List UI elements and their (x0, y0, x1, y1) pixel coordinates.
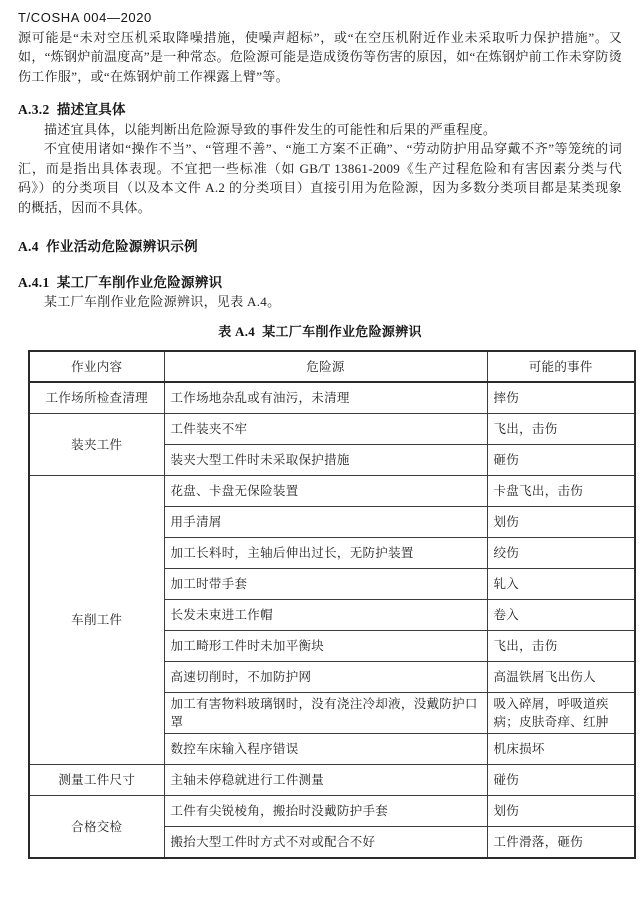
hazard-table (28, 350, 636, 859)
hazard-cell: 长发未束进工作帽 (164, 600, 487, 631)
hazard-cell: 加工长料时，主轴后伸出过长，无防护装置 (164, 538, 487, 569)
event-cell: 轧入 (487, 569, 635, 600)
event-cell: 卷入 (487, 600, 635, 631)
activity-cell: 合格交检 (29, 796, 164, 859)
table-row (29, 476, 635, 507)
table-row (29, 765, 635, 796)
hazard-cell: 工件装夹不牢 (164, 414, 487, 445)
hazard-table-body (29, 382, 635, 858)
hazard-cell: 主轴未停稳就进行工件测量 (164, 765, 487, 796)
event-cell: 卡盘飞出，击伤 (487, 476, 635, 507)
heading-a41: A.4.1 某工厂车削作业危险源辨识 (18, 274, 223, 290)
hazard-cell: 工作场地杂乱或有油污，未清理 (164, 382, 487, 414)
hazard-cell: 用手清屑 (164, 507, 487, 538)
event-cell: 划伤 (487, 507, 635, 538)
hazard-cell: 高速切削时，不加防护网 (164, 662, 487, 693)
event-cell: 高温铁屑飞出伤人 (487, 662, 635, 693)
table-row (29, 414, 635, 445)
event-cell: 碰伤 (487, 765, 635, 796)
event-cell: 吸入碎屑，呼吸道疾病；皮肤奇痒、红肿 (487, 693, 635, 734)
intro-paragraph: 源可能是“未对空压机采取降噪措施，使噪声超标”，或“在空压机附近作业未采取听力保护措施”。又如，“炼钢炉前温度高”是一种常态。危险源可能是造成烫伤等伤害的原因，如“在炼钢炉前工作未穿防烫伤工作服”，或“在炼钢炉前工作裸露上臂”等。 (18, 29, 622, 84)
col-header-activity: 作业内容 (29, 351, 164, 382)
event-cell: 机床损坏 (487, 734, 635, 765)
paragraph-a41: 某工厂车削作业危险源辨识，见表 A.4。 (44, 294, 281, 309)
activity-cell: 车削工件 (29, 476, 164, 765)
event-cell: 划伤 (487, 796, 635, 827)
event-cell: 工件滑落，砸伤 (487, 827, 635, 859)
paragraph-a32-1: 描述宜具体，以能判断出危险源导致的事件发生的可能性和后果的严重程度。 (44, 121, 497, 137)
hazard-cell: 加工有害物料玻璃钢时，没有浇注冷却液，没戴防护口罩 (164, 693, 487, 734)
activity-cell: 装夹工件 (29, 414, 164, 476)
table-row (29, 796, 635, 827)
table-row (29, 382, 635, 414)
heading-a32: A.3.2 描述宜具体 (18, 102, 126, 117)
event-cell: 绞伤 (487, 538, 635, 569)
event-cell: 摔伤 (487, 382, 635, 414)
hazard-cell: 装夹大型工件时未采取保护措施 (164, 445, 487, 476)
paragraph-a32-2: 不宜使用诸如“操作不当”、“管理不善”、“施工方案不正确”、“劳动防护用品穿戴不齐”等笼统的词汇，而是指出具体表现。不宜把一些标准（如 GB/T 13861-2009《生产过程危险和有害因素分类与代码》）的分类项目（以及本文件 A.2 的分类项目）直接引用为危险源，因为多数分类项目都是某类现象的概括，因而不具体。 (18, 141, 622, 215)
hazard-cell: 花盘、卡盘无保险装置 (164, 476, 487, 507)
hazard-cell: 加工畸形工件时未加平衡块 (164, 631, 487, 662)
activity-cell: 工作场所检查清理 (29, 382, 164, 414)
hazard-cell: 搬抬大型工件时方式不对或配合不好 (164, 827, 487, 859)
col-header-event: 可能的事件 (487, 351, 635, 382)
event-cell: 飞出，击伤 (487, 414, 635, 445)
hazard-cell: 数控车床输入程序错误 (164, 734, 487, 765)
hazard-cell: 加工时带手套 (164, 569, 487, 600)
table-header-row (29, 351, 635, 382)
hazard-cell: 工件有尖锐棱角，搬抬时没戴防护手套 (164, 796, 487, 827)
doc-number: T/COSHA 004—2020 (18, 10, 152, 25)
event-cell: 飞出，击伤 (487, 631, 635, 662)
col-header-hazard: 危险源 (164, 351, 487, 382)
heading-a4: A.4 作业活动危险源辨识示例 (18, 239, 198, 254)
event-cell: 砸伤 (487, 445, 635, 476)
table-caption: 表 A.4 某工厂车削作业危险源辨识 (218, 323, 422, 339)
activity-cell: 测量工件尺寸 (29, 765, 164, 796)
